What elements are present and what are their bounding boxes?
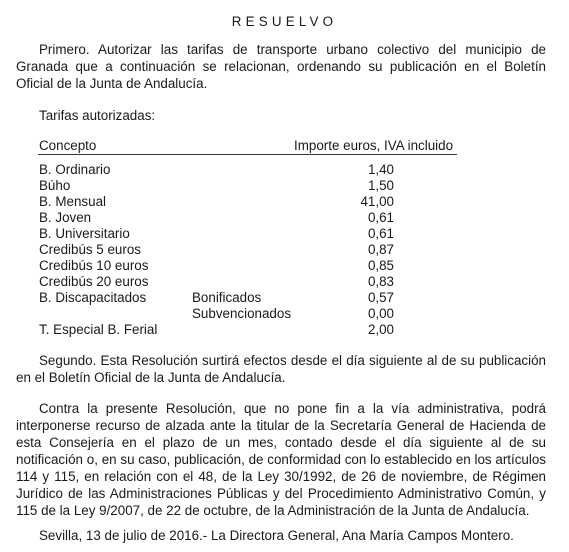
- row-concept: Credibús 5 euros: [39, 242, 141, 257]
- table-row: [0, 306, 569, 322]
- row-concept: B. Discapacitados: [39, 290, 147, 305]
- table-row: [0, 226, 569, 242]
- row-amount: 0,61: [367, 226, 394, 241]
- header-concept: Concepto: [39, 138, 97, 153]
- row-concept: T. Especial B. Ferial: [39, 322, 158, 337]
- table-row: [0, 162, 569, 178]
- row-concept: B. Ordinario: [39, 162, 111, 177]
- row-amount: 2,00: [367, 322, 394, 337]
- row-amount: 0,87: [367, 242, 394, 257]
- resolution-heading: RESUELVO: [231, 14, 338, 29]
- row-concept: B. Universitario: [39, 226, 130, 241]
- table-row: [0, 178, 569, 194]
- row-concept: B. Mensual: [39, 194, 106, 209]
- table-row: [0, 322, 569, 338]
- row-amount: 0,00: [367, 306, 394, 321]
- table-row: [0, 258, 569, 274]
- row-subtype: Bonificados: [192, 290, 262, 305]
- row-amount: 0,57: [367, 290, 394, 305]
- row-amount: 1,50: [367, 178, 394, 193]
- header-amount: Importe euros, IVA incluido: [294, 138, 454, 153]
- table-row: [0, 210, 569, 226]
- signature-line: Sevilla, 13 de julio de 2016.- La Directora General, Ana María Campos Montero.: [39, 528, 514, 543]
- table-row: [0, 194, 569, 210]
- row-amount: 0,83: [367, 274, 394, 289]
- paragraph-primero: Primero. Autorizar las tarifas de transporte urbano colectivo del municipio de Granada que a continuación se relacionan, ordenando su publicación en el Boletín Oficial de la Junta de Andalucía.: [16, 42, 546, 91]
- table-row: [0, 242, 569, 258]
- table-row: [0, 274, 569, 290]
- table-header: [0, 138, 569, 155]
- paragraph-recurso: Contra la presente Resolución, que no pone fin a la vía administrativa, podrá interponerse recurso de alzada ante la titular de la Secretaría General de Hacienda de esta Consejería en el plazo de un mes, contado desde el día siguiente al de su notificación o, en su caso, publicación, de conformidad con lo establecido en los artículos 114 y 115, en relación con el 48, de la Ley 30/1992, de 26 de noviembre, de Régimen Jurídico de las Administraciones Públicas y del Procedimiento Administrativo Común, y 115 de la Ley 9/2007, de 22 de octubre, de la Administración de la Junta de Andalucía.: [16, 401, 546, 518]
- row-concept: Credibús 20 euros: [39, 274, 149, 289]
- paragraph-segundo: Segundo. Esta Resolución surtirá efectos desde el día siguiente al de su publicación en el Boletín Oficial de la Junta de Andalucía.: [16, 353, 546, 385]
- header-rule: [38, 154, 457, 155]
- row-concept: Credibús 10 euros: [39, 258, 149, 273]
- table-row: [0, 290, 569, 306]
- row-amount: 0,61: [367, 210, 394, 225]
- row-amount: 41,00: [360, 194, 394, 209]
- row-concept: Búho: [39, 178, 71, 193]
- row-subtype: Subvencionados: [192, 306, 292, 321]
- row-concept: B. Joven: [39, 210, 92, 225]
- row-amount: 1,40: [367, 162, 394, 177]
- tariffs-label: Tarifas autorizadas:: [39, 108, 156, 123]
- row-amount: 0,85: [367, 258, 394, 273]
